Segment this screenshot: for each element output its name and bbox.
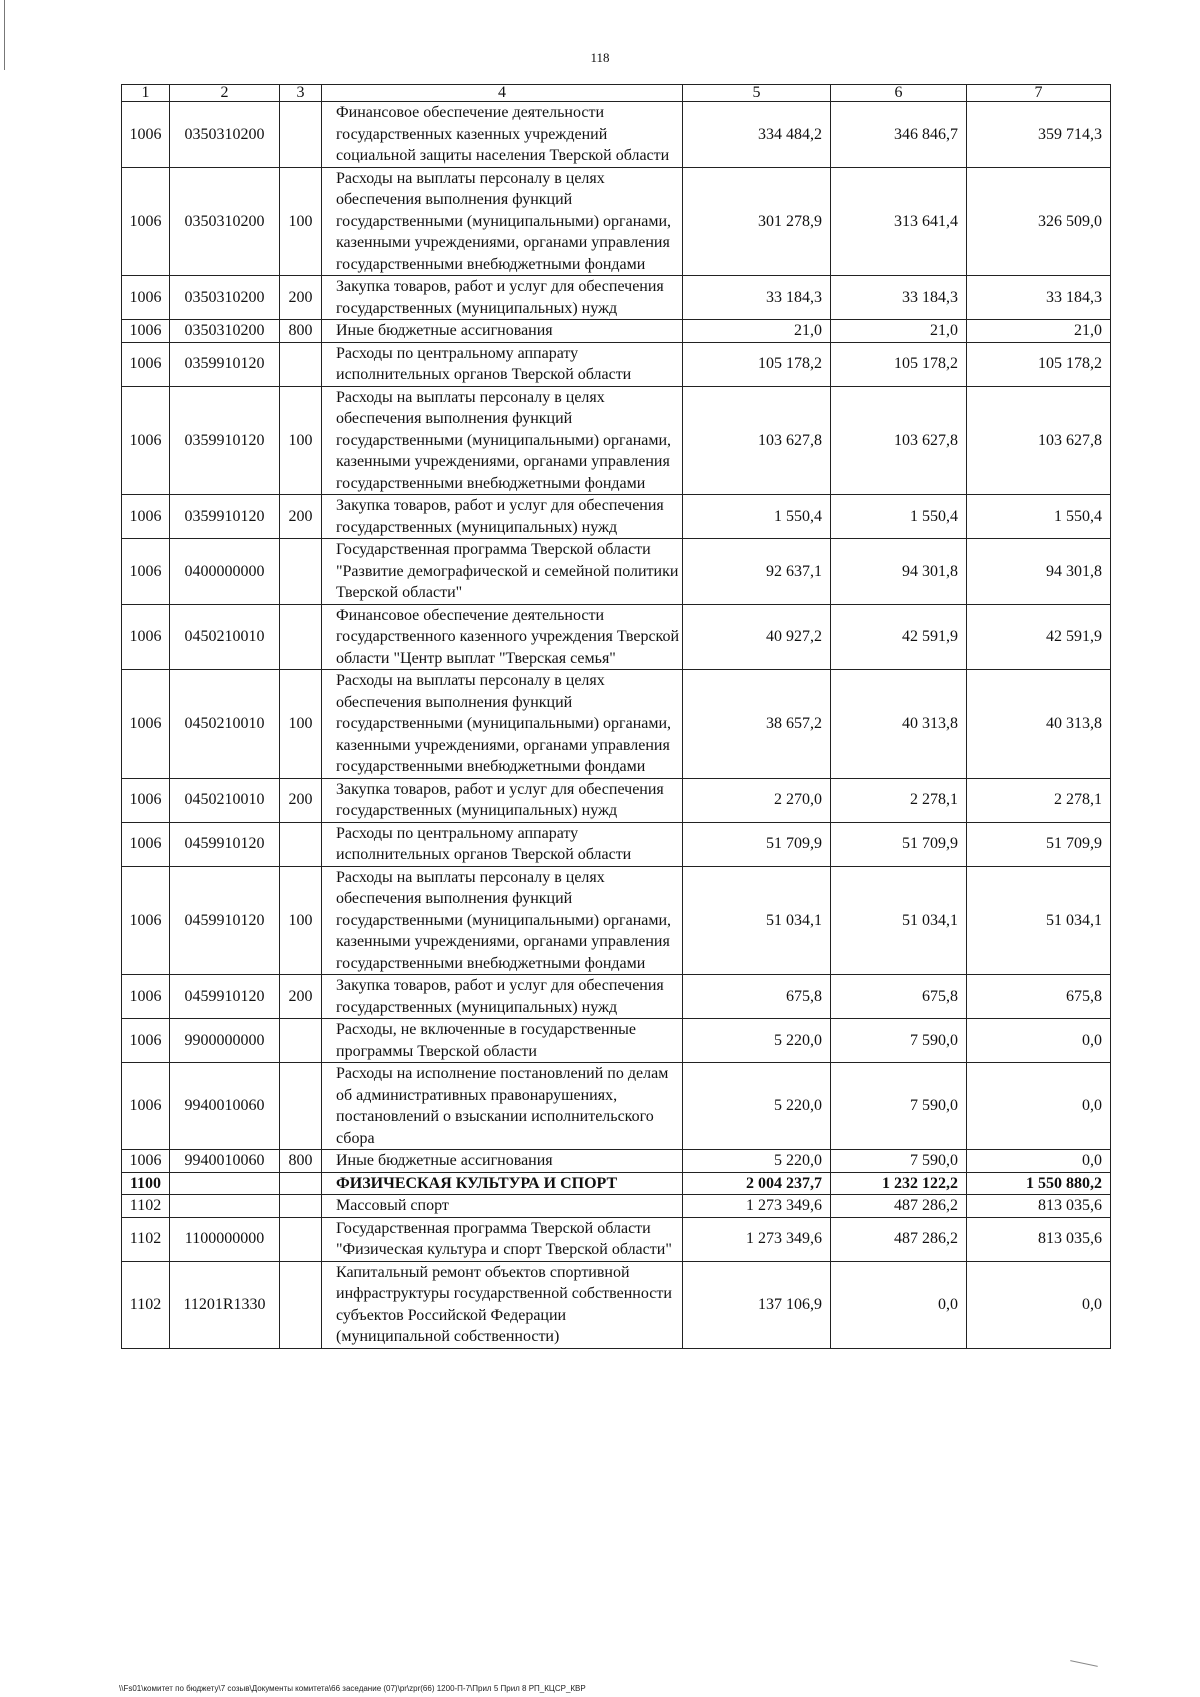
description-cell: Расходы, не включенные в государственные программы Тверской области: [322, 1019, 683, 1063]
table-row: [122, 822, 1111, 866]
description-cell: Капитальный ремонт объектов спортивной инфраструктуры государственной собственности субъектов Российской Федерации (муниципальной собственности): [322, 1261, 683, 1348]
description-cell: Расходы на исполнение постановлений по делам об административных правонарушениях, постановлений о взыскании исполнительского сбора: [322, 1063, 683, 1150]
amount-col5-cell: 21,0: [683, 320, 831, 343]
section-code-cell: 1006: [122, 604, 170, 670]
amount-col7-cell: 42 591,9: [967, 604, 1111, 670]
table-row: [122, 342, 1111, 386]
description-cell: Закупка товаров, работ и услуг для обеспечения государственных (муниципальных) нужд: [322, 975, 683, 1019]
target-article-cell: 0359910120: [170, 342, 280, 386]
description-cell: Расходы по центральному аппарату исполнительных органов Тверской области: [322, 822, 683, 866]
amount-col5-cell: 1 273 349,6: [683, 1217, 831, 1261]
amount-col6-cell: 40 313,8: [831, 670, 967, 779]
target-article-cell: 0450210010: [170, 670, 280, 779]
expense-type-cell: [280, 1217, 322, 1261]
target-article-cell: 0350310200: [170, 320, 280, 343]
description-cell: Расходы на выплаты персоналу в целях обеспечения выполнения функций государственными (муниципальными) органами, казенными учреждениями, органами управления государственными внебюджетными фондами: [322, 866, 683, 975]
expense-type-cell: [280, 822, 322, 866]
amount-col5-cell: 40 927,2: [683, 604, 831, 670]
table-row: [122, 1063, 1111, 1150]
section-code-cell: 1006: [122, 1063, 170, 1150]
section-code-cell: 1006: [122, 539, 170, 605]
expense-type-cell: 100: [280, 167, 322, 276]
amount-col7-cell: 326 509,0: [967, 167, 1111, 276]
expense-type-cell: [280, 1063, 322, 1150]
table-row: [122, 276, 1111, 320]
table-row: [122, 866, 1111, 975]
amount-col6-cell: 33 184,3: [831, 276, 967, 320]
target-article-cell: 0400000000: [170, 539, 280, 605]
description-cell: Государственная программа Тверской области "Физическая культура и спорт Тверской области": [322, 1217, 683, 1261]
target-article-cell: 0350310200: [170, 102, 280, 168]
table-row: [122, 1019, 1111, 1063]
amount-col6-cell: 2 278,1: [831, 778, 967, 822]
amount-col5-cell: 92 637,1: [683, 539, 831, 605]
amount-col6-cell: 313 641,4: [831, 167, 967, 276]
amount-col5-cell: 105 178,2: [683, 342, 831, 386]
table-row: [122, 386, 1111, 495]
target-article-cell: 0359910120: [170, 386, 280, 495]
amount-col5-cell: 1 273 349,6: [683, 1195, 831, 1218]
target-article-cell: 0350310200: [170, 167, 280, 276]
amount-col6-cell: 487 286,2: [831, 1195, 967, 1218]
expense-type-cell: [280, 1172, 322, 1195]
amount-col5-cell: 51 709,9: [683, 822, 831, 866]
section-code-cell: 1100: [122, 1172, 170, 1195]
amount-col7-cell: 0,0: [967, 1261, 1111, 1348]
expense-type-cell: 100: [280, 866, 322, 975]
section-code-cell: 1006: [122, 102, 170, 168]
section-code-cell: 1006: [122, 1019, 170, 1063]
amount-col5-cell: 334 484,2: [683, 102, 831, 168]
description-cell: Массовый спорт: [322, 1195, 683, 1218]
table-row: [122, 778, 1111, 822]
table-row: [122, 1172, 1111, 1195]
amount-col6-cell: 7 590,0: [831, 1019, 967, 1063]
header-cell: 4: [322, 85, 683, 102]
amount-col7-cell: 0,0: [967, 1063, 1111, 1150]
amount-col5-cell: 2 270,0: [683, 778, 831, 822]
section-code-cell: 1006: [122, 167, 170, 276]
expense-type-cell: 200: [280, 495, 322, 539]
amount-col6-cell: 94 301,8: [831, 539, 967, 605]
table-row: [122, 1195, 1111, 1218]
target-article-cell: [170, 1172, 280, 1195]
amount-col5-cell: 103 627,8: [683, 386, 831, 495]
expense-type-cell: [280, 1019, 322, 1063]
expense-type-cell: 800: [280, 1150, 322, 1173]
amount-col6-cell: 675,8: [831, 975, 967, 1019]
description-cell: Закупка товаров, работ и услуг для обеспечения государственных (муниципальных) нужд: [322, 276, 683, 320]
amount-col6-cell: 105 178,2: [831, 342, 967, 386]
table-row: [122, 975, 1111, 1019]
target-article-cell: 0450210010: [170, 778, 280, 822]
amount-col6-cell: 1 232 122,2: [831, 1172, 967, 1195]
amount-col7-cell: 1 550,4: [967, 495, 1111, 539]
amount-col7-cell: 94 301,8: [967, 539, 1111, 605]
section-code-cell: 1102: [122, 1195, 170, 1218]
section-code-cell: 1006: [122, 276, 170, 320]
section-code-cell: 1102: [122, 1217, 170, 1261]
header-cell: 6: [831, 85, 967, 102]
section-code-cell: 1006: [122, 495, 170, 539]
table-row: [122, 539, 1111, 605]
section-code-cell: 1006: [122, 386, 170, 495]
target-article-cell: 0359910120: [170, 495, 280, 539]
description-cell: Расходы на выплаты персоналу в целях обеспечения выполнения функций государственными (муниципальными) органами, казенными учреждениями, органами управления государственными внебюджетными фондами: [322, 386, 683, 495]
description-cell: Иные бюджетные ассигнования: [322, 1150, 683, 1173]
amount-col6-cell: 103 627,8: [831, 386, 967, 495]
expense-type-cell: [280, 342, 322, 386]
amount-col7-cell: 105 178,2: [967, 342, 1111, 386]
expense-type-cell: 800: [280, 320, 322, 343]
header-cell: 7: [967, 85, 1111, 102]
expense-type-cell: [280, 1195, 322, 1218]
amount-col7-cell: 0,0: [967, 1150, 1111, 1173]
table-row: [122, 320, 1111, 343]
description-cell: Закупка товаров, работ и услуг для обеспечения государственных (муниципальных) нужд: [322, 495, 683, 539]
expense-type-cell: [280, 1261, 322, 1348]
target-article-cell: 9900000000: [170, 1019, 280, 1063]
amount-col7-cell: 21,0: [967, 320, 1111, 343]
amount-col7-cell: 359 714,3: [967, 102, 1111, 168]
amount-col6-cell: 487 286,2: [831, 1217, 967, 1261]
expense-type-cell: 100: [280, 386, 322, 495]
header-cell: 2: [170, 85, 280, 102]
amount-col7-cell: 40 313,8: [967, 670, 1111, 779]
description-cell: Иные бюджетные ассигнования: [322, 320, 683, 343]
description-cell: Расходы по центральному аппарату исполнительных органов Тверской области: [322, 342, 683, 386]
section-code-cell: 1006: [122, 866, 170, 975]
amount-col5-cell: 51 034,1: [683, 866, 831, 975]
description-cell: Расходы на выплаты персоналу в целях обеспечения выполнения функций государственными (муниципальными) органами, казенными учреждениями, органами управления государственными внебюджетными фондами: [322, 167, 683, 276]
description-cell: Закупка товаров, работ и услуг для обеспечения государственных (муниципальных) нужд: [322, 778, 683, 822]
amount-col7-cell: 51 709,9: [967, 822, 1111, 866]
target-article-cell: 0459910120: [170, 975, 280, 1019]
section-code-cell: 1006: [122, 670, 170, 779]
amount-col5-cell: 33 184,3: [683, 276, 831, 320]
amount-col6-cell: 1 550,4: [831, 495, 967, 539]
header-cell: 1: [122, 85, 170, 102]
amount-col5-cell: 5 220,0: [683, 1150, 831, 1173]
amount-col7-cell: 2 278,1: [967, 778, 1111, 822]
section-code-cell: 1006: [122, 320, 170, 343]
amount-col5-cell: 675,8: [683, 975, 831, 1019]
table-row: [122, 1217, 1111, 1261]
expense-type-cell: [280, 539, 322, 605]
section-code-cell: 1006: [122, 822, 170, 866]
table-row: [122, 167, 1111, 276]
amount-col5-cell: 5 220,0: [683, 1063, 831, 1150]
target-article-cell: 1100000000: [170, 1217, 280, 1261]
scan-mark: [1070, 1660, 1098, 1667]
target-article-cell: 0450210010: [170, 604, 280, 670]
amount-col5-cell: 5 220,0: [683, 1019, 831, 1063]
table-row: [122, 1261, 1111, 1348]
amount-col5-cell: 301 278,9: [683, 167, 831, 276]
header-cell: 5: [683, 85, 831, 102]
amount-col7-cell: 813 035,6: [967, 1195, 1111, 1218]
target-article-cell: 9940010060: [170, 1150, 280, 1173]
amount-col6-cell: 21,0: [831, 320, 967, 343]
amount-col6-cell: 346 846,7: [831, 102, 967, 168]
amount-col6-cell: 42 591,9: [831, 604, 967, 670]
expense-type-cell: 100: [280, 670, 322, 779]
section-code-cell: 1006: [122, 975, 170, 1019]
amount-col5-cell: 1 550,4: [683, 495, 831, 539]
target-article-cell: 0350310200: [170, 276, 280, 320]
expense-type-cell: [280, 102, 322, 168]
description-cell: Расходы на выплаты персоналу в целях обеспечения выполнения функций государственными (муниципальными) органами, казенными учреждениями, органами управления государственными внебюджетными фондами: [322, 670, 683, 779]
table-row: [122, 1150, 1111, 1173]
section-code-cell: 1006: [122, 778, 170, 822]
target-article-cell: 9940010060: [170, 1063, 280, 1150]
description-cell: Государственная программа Тверской области "Развитие демографической и семейной политики Тверской области": [322, 539, 683, 605]
expense-type-cell: 200: [280, 276, 322, 320]
amount-col7-cell: 813 035,6: [967, 1217, 1111, 1261]
expense-type-cell: [280, 604, 322, 670]
table-row: [122, 604, 1111, 670]
section-code-cell: 1102: [122, 1261, 170, 1348]
table-row: [122, 670, 1111, 779]
section-code-cell: 1006: [122, 342, 170, 386]
target-article-cell: [170, 1195, 280, 1218]
amount-col7-cell: 0,0: [967, 1019, 1111, 1063]
amount-col6-cell: 51 709,9: [831, 822, 967, 866]
section-code-cell: 1006: [122, 1150, 170, 1173]
target-article-cell: 0459910120: [170, 822, 280, 866]
amount-col7-cell: 33 184,3: [967, 276, 1111, 320]
amount-col7-cell: 1 550 880,2: [967, 1172, 1111, 1195]
table-body: [122, 85, 1111, 1349]
expense-type-cell: 200: [280, 778, 322, 822]
table-row: [122, 102, 1111, 168]
header-cell: 3: [280, 85, 322, 102]
amount-col5-cell: 2 004 237,7: [683, 1172, 831, 1195]
amount-col6-cell: 51 034,1: [831, 866, 967, 975]
description-cell: ФИЗИЧЕСКАЯ КУЛЬТУРА И СПОРТ: [322, 1172, 683, 1195]
header-row: [122, 85, 1111, 102]
amount-col5-cell: 38 657,2: [683, 670, 831, 779]
table-row: [122, 495, 1111, 539]
page-number: 118: [590, 50, 610, 65]
expense-type-cell: 200: [280, 975, 322, 1019]
file-path-footer: \\Fs01\комитет по бюджету\7 созыв\Документы комитета\66 заседание (07)\pr\zpr(66) 1200-П-7\Прил 5 Прил 8 РП_КЦСР_КВР: [119, 1684, 586, 1693]
target-article-cell: 11201R1330: [170, 1261, 280, 1348]
amount-col7-cell: 103 627,8: [967, 386, 1111, 495]
amount-col5-cell: 137 106,9: [683, 1261, 831, 1348]
amount-col7-cell: 51 034,1: [967, 866, 1111, 975]
budget-table: [121, 84, 1111, 1349]
description-cell: Финансовое обеспечение деятельности государственного казенного учреждения Тверской области "Центр выплат "Тверская семья": [322, 604, 683, 670]
amount-col6-cell: 7 590,0: [831, 1150, 967, 1173]
target-article-cell: 0459910120: [170, 866, 280, 975]
amount-col7-cell: 675,8: [967, 975, 1111, 1019]
description-cell: Финансовое обеспечение деятельности государственных казенных учреждений социальной защиты населения Тверской области: [322, 102, 683, 168]
amount-col6-cell: 7 590,0: [831, 1063, 967, 1150]
amount-col6-cell: 0,0: [831, 1261, 967, 1348]
